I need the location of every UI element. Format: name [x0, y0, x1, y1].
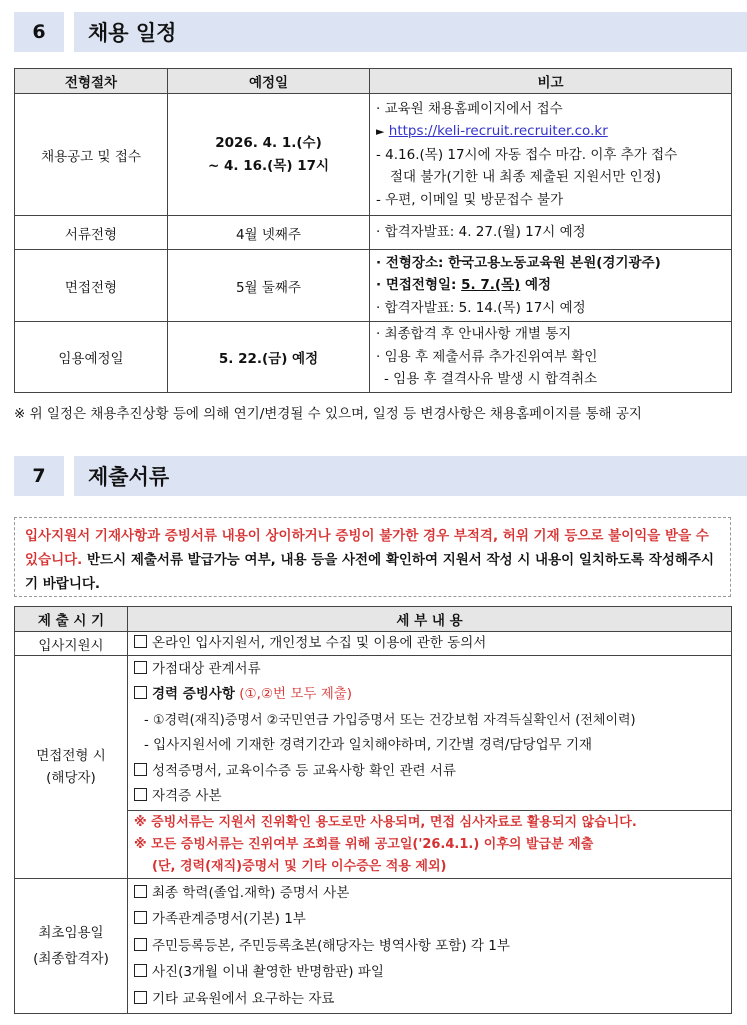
item-text: 자격증 사본 — [152, 788, 222, 804]
when-text: (해당자) — [46, 770, 96, 786]
note-line: · 교육원 채용홈페이지에서 접수 — [376, 100, 563, 117]
item-note: (①,②번 모두 제출) — [234, 686, 353, 702]
note-line: 절대 불가(기한 내 최종 제출된 지원서만 인정) — [390, 169, 662, 186]
note-line: · 최종합격 후 안내사항 개별 통지 — [376, 326, 572, 343]
stage-cell: 서류전형 — [15, 216, 168, 250]
checkbox-icon — [134, 763, 147, 776]
item-text: 가족관계증명서(기본) 1부 — [152, 911, 306, 928]
section-title: 제출서류 — [74, 456, 747, 496]
note-line: - 우편, 이메일 및 방문접수 불가 — [376, 191, 564, 208]
table-row — [15, 94, 732, 216]
note-line: · 전형장소: 한국고용노동교육원 본원(경기광주) — [376, 254, 661, 271]
table-row — [15, 322, 732, 393]
documents-table — [14, 606, 732, 1014]
note-line — [376, 120, 731, 144]
checkbox-icon — [134, 991, 147, 1004]
section-number: 6 — [14, 12, 64, 52]
table-row — [15, 216, 732, 250]
item-text: 경력 증빙사항 — [152, 686, 235, 702]
checkbox-icon — [134, 788, 147, 801]
note-cell — [370, 250, 732, 322]
item-text: 기타 교육원에서 요구하는 자료 — [152, 990, 335, 1007]
column-header: 전형절차 — [15, 69, 168, 94]
note-cell — [370, 216, 732, 250]
list-item — [134, 682, 731, 708]
note-cell — [370, 322, 732, 393]
date-line: ~ 4. 16.(목) 17시 — [207, 157, 330, 174]
detail-cell — [128, 656, 732, 879]
list-item — [134, 657, 731, 683]
checkbox-icon — [134, 661, 147, 674]
list-item — [134, 880, 731, 907]
red-note: ※ 모든 증빙서류는 진위여부 조회를 위해 공고일('26.4.1.) 이후의 발급분 제출 — [134, 836, 594, 852]
checkbox-icon — [134, 686, 147, 699]
date-cell: 4월 넷째주 — [168, 216, 370, 250]
interview-date: 5. 7.(목) — [461, 277, 521, 294]
when-cell: 입사지원시 — [15, 632, 128, 656]
note-line: - 4.16.(목) 17시에 자동 접수 마감. 이후 추가 접수 — [376, 146, 678, 163]
note-line: · 합격자발표: 5. 14.(목) 17시 예정 — [376, 299, 586, 316]
note-line: - 임용 후 결격사유 발생 시 합격취소 — [384, 371, 598, 388]
list-item — [134, 986, 731, 1013]
checkbox-icon — [134, 635, 147, 648]
table-header-row — [15, 69, 732, 94]
note-line: · 임용 후 제출서류 추가진위여부 확인 — [376, 348, 598, 365]
list-item: - 입사지원서에 기재한 경력기간과 일치해야하며, 기간별 경력/담당업무 기재 — [144, 737, 593, 753]
column-header: 제 출 시 기 — [15, 607, 128, 632]
list-item — [134, 784, 731, 810]
note-cell — [370, 94, 732, 216]
item-text: 온라인 입사지원서, 개인정보 수집 및 이용에 관한 동의서 — [152, 635, 487, 652]
list-item: - ①경력(재직)증명서 ②국민연금 가입증명서 또는 건강보험 자격득실확인서 (전체이력) — [144, 712, 636, 728]
date-line: 2026. 4. 1.(수) — [215, 135, 322, 151]
item-text: 사진(3개월 이내 촬영한 반명함판) 파일 — [152, 964, 384, 981]
note-line: · 합격자발표: 4. 27.(월) 17시 예정 — [376, 224, 586, 241]
stage-cell: 채용공고 및 접수 — [15, 94, 168, 216]
note-text: · 면접전형일: — [376, 277, 462, 294]
recruit-site-link[interactable]: https://keli-recruit.recruiter.co.kr — [388, 123, 608, 140]
checkbox-icon — [134, 885, 147, 898]
red-note: ※ 증빙서류는 지원서 진위확인 용도로만 사용되며, 면접 심사자료로 활용되지 않습니다. — [134, 814, 637, 830]
column-header: 예정일 — [168, 69, 370, 94]
list-item — [134, 906, 731, 933]
checkbox-icon — [134, 964, 147, 977]
arrow-icon: ► — [376, 125, 385, 139]
when-cell — [15, 879, 128, 1014]
when-text: (최종합격자) — [33, 951, 109, 967]
schedule-footnote: ※ 위 일정은 채용추진상황 등에 의해 연기/변경될 수 있으며, 일정 등 변경사항은 채용홈페이지를 통해 공지 — [14, 406, 642, 422]
schedule-table — [14, 68, 732, 393]
item-text: 주민등록등본, 주민등록초본(해당자는 병역사항 포함) 각 1부 — [152, 937, 510, 954]
table-row — [15, 656, 732, 879]
table-row — [15, 879, 732, 1014]
date-cell: 5. 22.(금) 예정 — [168, 322, 370, 393]
table-header-row — [15, 607, 732, 632]
evidence-notes — [128, 810, 731, 878]
detail-cell — [128, 632, 732, 656]
checkbox-icon — [134, 938, 147, 951]
list-item — [134, 632, 731, 655]
section-number: 7 — [14, 456, 64, 496]
note-text: 예정 — [520, 277, 552, 294]
warning-box — [14, 517, 731, 597]
list-item — [134, 759, 731, 785]
list-item — [134, 959, 731, 986]
date-cell — [168, 94, 370, 216]
date-cell: 5월 둘째주 — [168, 250, 370, 322]
stage-cell: 임용예정일 — [15, 322, 168, 393]
item-text: 최종 학력(졸업.재학) 증명서 사본 — [152, 884, 350, 901]
warning-text: 반드시 제출서류 발급가능 여부, 내용 등을 사전에 확인하여 지원서 작성 시 내용이 일치하도록 작성해주시기 바랍니다. — [25, 552, 714, 592]
column-header: 비고 — [370, 69, 732, 94]
item-text: 성적증명서, 교육이수증 등 교육사항 확인 관련 서류 — [152, 762, 456, 779]
when-cell — [15, 656, 128, 879]
table-row — [15, 632, 732, 656]
red-note: (단, 경력(재직)증명서 및 기타 이수증은 적용 제외) — [152, 858, 447, 874]
warning-red-text: 입사지원서 기재사항과 증빙서류 내용이 상이하거나 증빙이 불가한 경우 부적격, 허위 기재 등으로 불이익을 받을 수 있습니다. — [25, 528, 709, 568]
stage-cell: 면접전형 — [15, 250, 168, 322]
list-item — [134, 933, 731, 960]
column-header: 세 부 내 용 — [128, 607, 732, 632]
item-text: 가점대상 관계서류 — [152, 660, 261, 677]
section-title: 채용 일정 — [74, 12, 747, 52]
when-text: 면접전형 시 — [36, 747, 106, 764]
detail-cell — [128, 879, 732, 1014]
when-text: 최초임용일 — [38, 925, 104, 941]
note-line — [376, 274, 731, 297]
table-row — [15, 250, 732, 322]
checkbox-icon — [134, 911, 147, 924]
